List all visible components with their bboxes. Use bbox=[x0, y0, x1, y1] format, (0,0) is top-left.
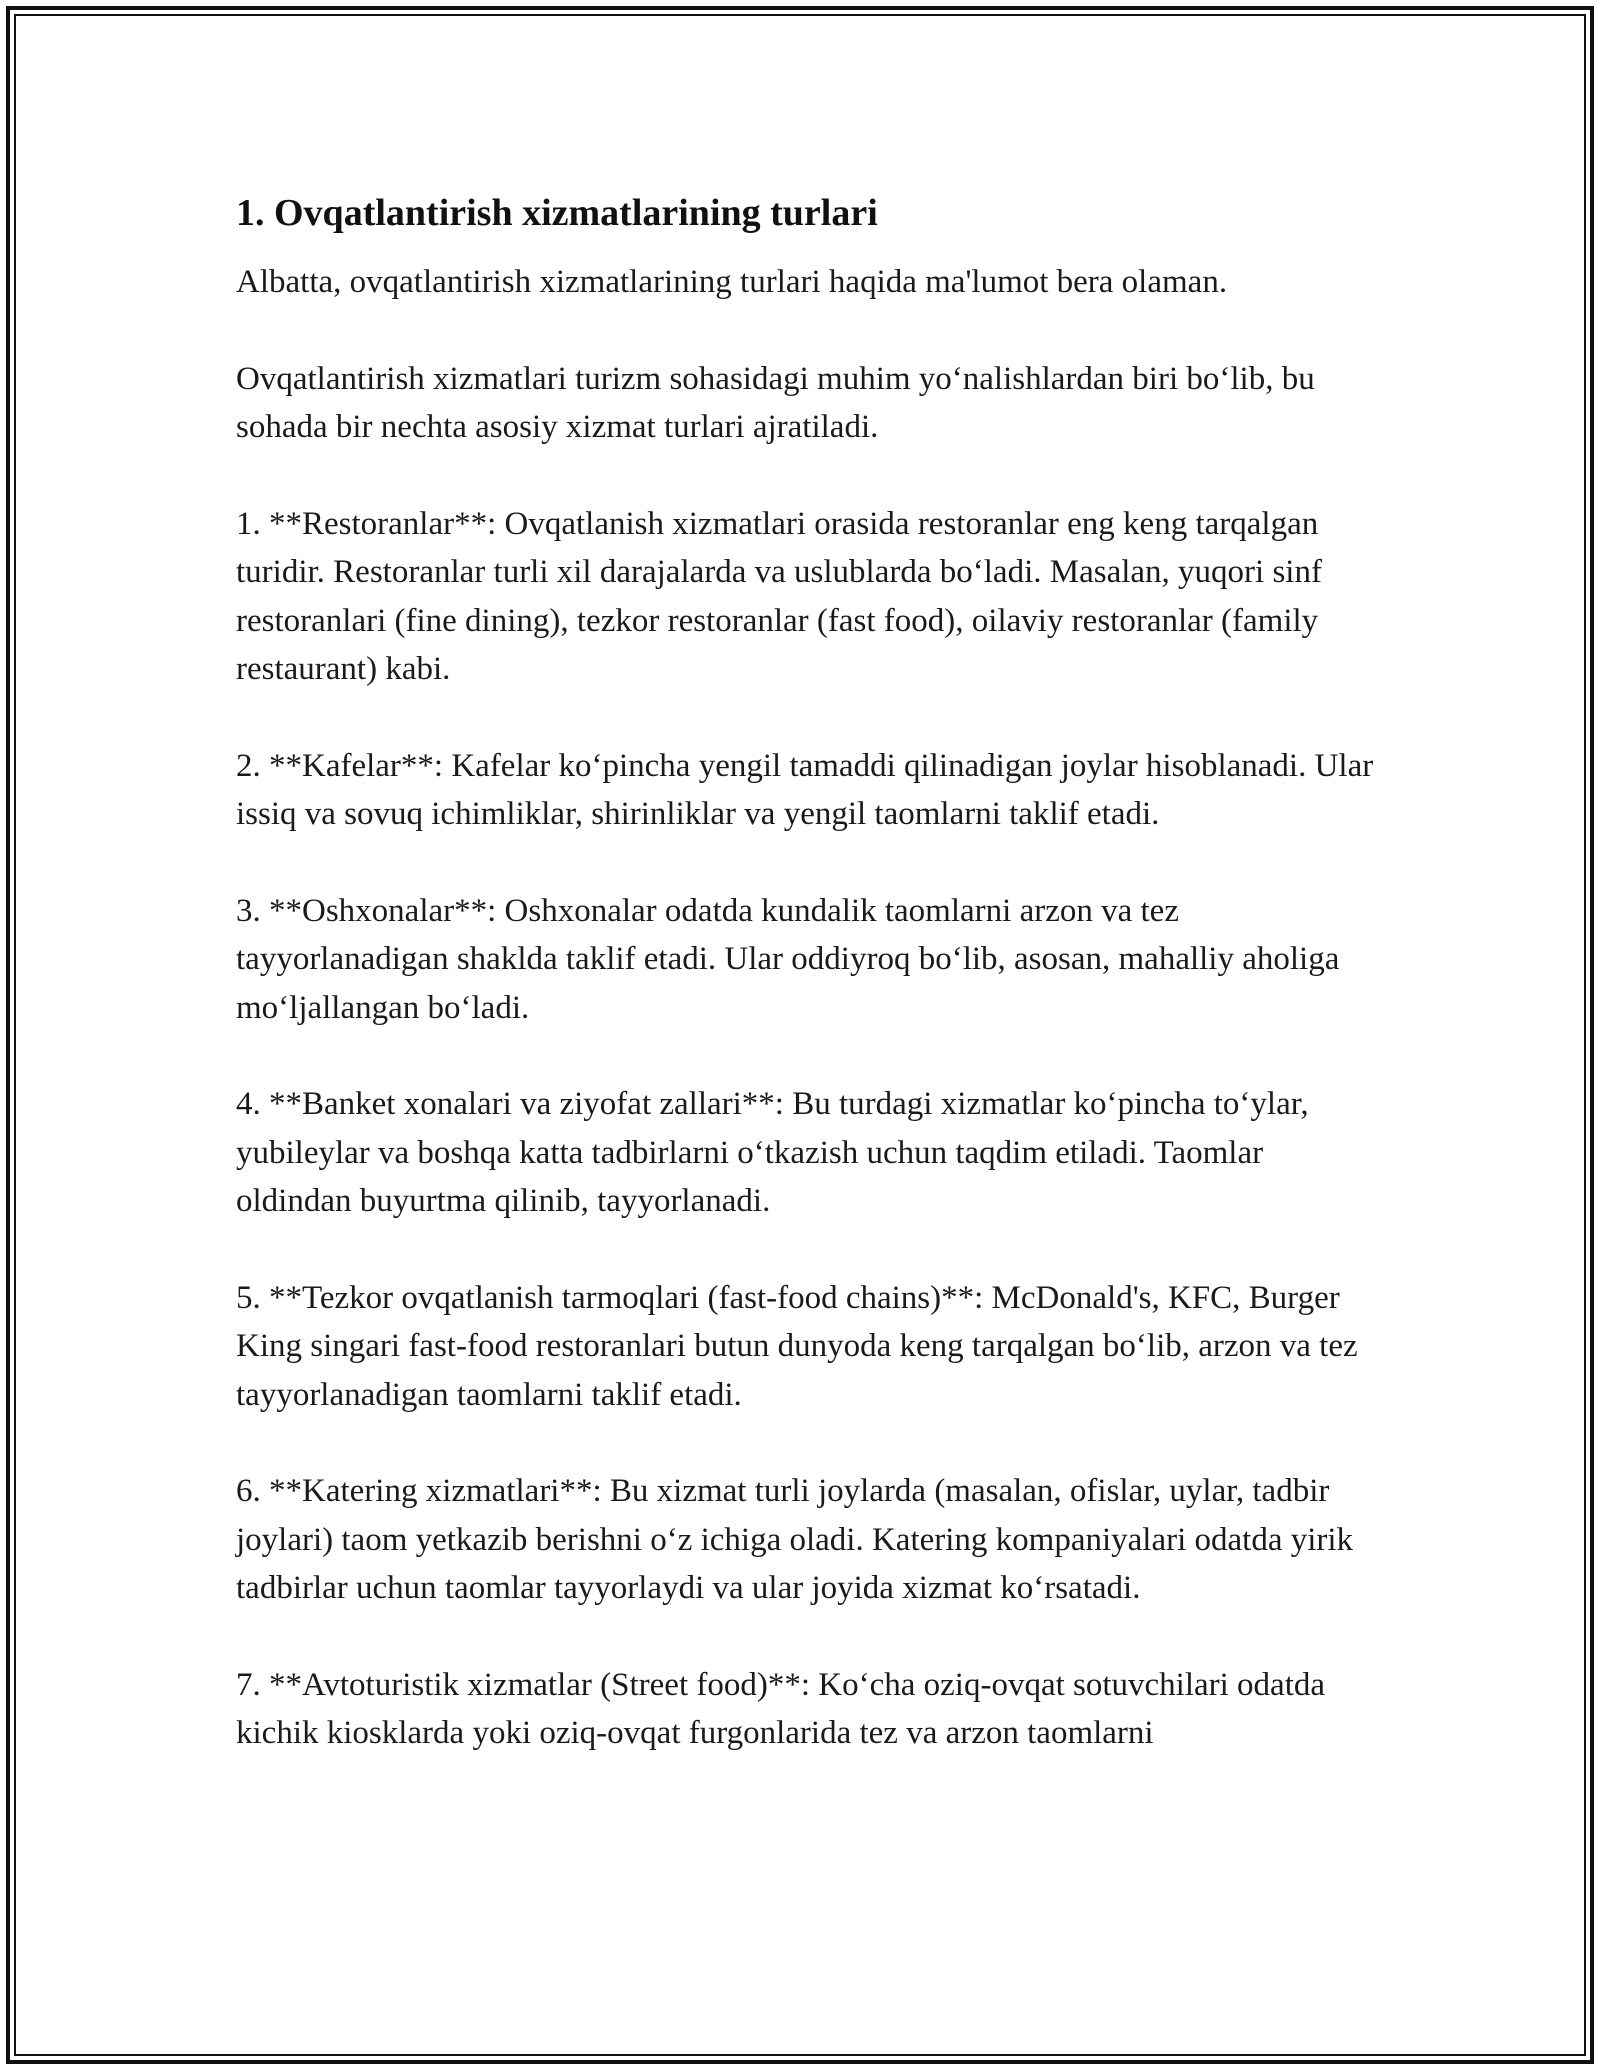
list-item-tezkor-ovqatlanish: 5. **Tezkor ovqatlanish tarmoqlari (fast-food chains)**: McDonald's, KFC, Burger King singari fast-food restoranlari butun dunyoda keng tarqalgan bo‘lib, arzon va tez tayyorlanadigan taomlarni taklif etadi. bbox=[236, 1279, 1358, 1413]
overview-paragraph: Ovqatlantirish xizmatlari turizm sohasidagi muhim yo‘nalishlardan biri bo‘lib, bu sohada bir nechta asosiy xizmat turlari ajratiladi. bbox=[236, 360, 1315, 445]
list-item-avtoturistik: 7. **Avtoturistik xizmatlar (Street food)**: Ko‘cha oziq-ovqat sotuvchilari odatda kichik kiosklarda yoki oziq-ovqat furgonlarida tez va arzon taomlarni bbox=[236, 1666, 1326, 1751]
list-item-banket-xonalari: 4. **Banket xonalari va ziyofat zallari**: Bu turdagi xizmatlar ko‘pincha to‘ylar, yubileylar va boshqa katta tadbirlarni o‘tkazish uchun taqdim etiladi. Taomlar oldindan buyurtma qilinib, tayyorlanadi. bbox=[236, 1086, 1309, 1219]
list-item-oshxonalar: 3. **Oshxonalar**: Oshxonalar odatda kundalik taomlarni arzon va tez tayyorlanadigan shaklda taklif etadi. Ular oddiyroq bo‘lib, asosan, mahalliy aholiga mo‘ljallangan bo‘ladi. bbox=[236, 892, 1340, 1026]
intro-paragraph: Albatta, ovqatlantirish xizmatlarining turlari haqida ma'lumot bera olaman. bbox=[236, 264, 1228, 300]
document-title: 1. Ovqatlantirish xizmatlarining turlari bbox=[236, 192, 878, 234]
document-body bbox=[236, 186, 1376, 1806]
list-item-katering: 6. **Katering xizmatlari**: Bu xizmat turli joylarda (masalan, ofislar, uylar, tadbir joylari) taom yetkazib berishni o‘z ichiga oladi. Katering kompaniyalari odatda yirik tadbirlar uchun taomlar tayyorlaydi va ular joyida xizmat ko‘rsatadi. bbox=[236, 1473, 1354, 1606]
list-item-restoranlar: 1. **Restoranlar**: Ovqatlanish xizmatlari orasida restoranlar eng keng tarqalgan turidir. Restoranlar turli xil darajalarda va uslublarda bo‘ladi. Masalan, yuqori sinf restoranlari (fine dining), tezkor restoranlar (fast food), oilaviy restoranlar (family restaurant) kabi. bbox=[236, 505, 1322, 687]
list-item-kafelar: 2. **Kafelar**: Kafelar ko‘pincha yengil tamaddi qilinadigan joylar hisoblanadi. Ular issiq va sovuq ichimliklar, shirinliklar va yengil taomlarni taklif etadi. bbox=[236, 747, 1374, 832]
